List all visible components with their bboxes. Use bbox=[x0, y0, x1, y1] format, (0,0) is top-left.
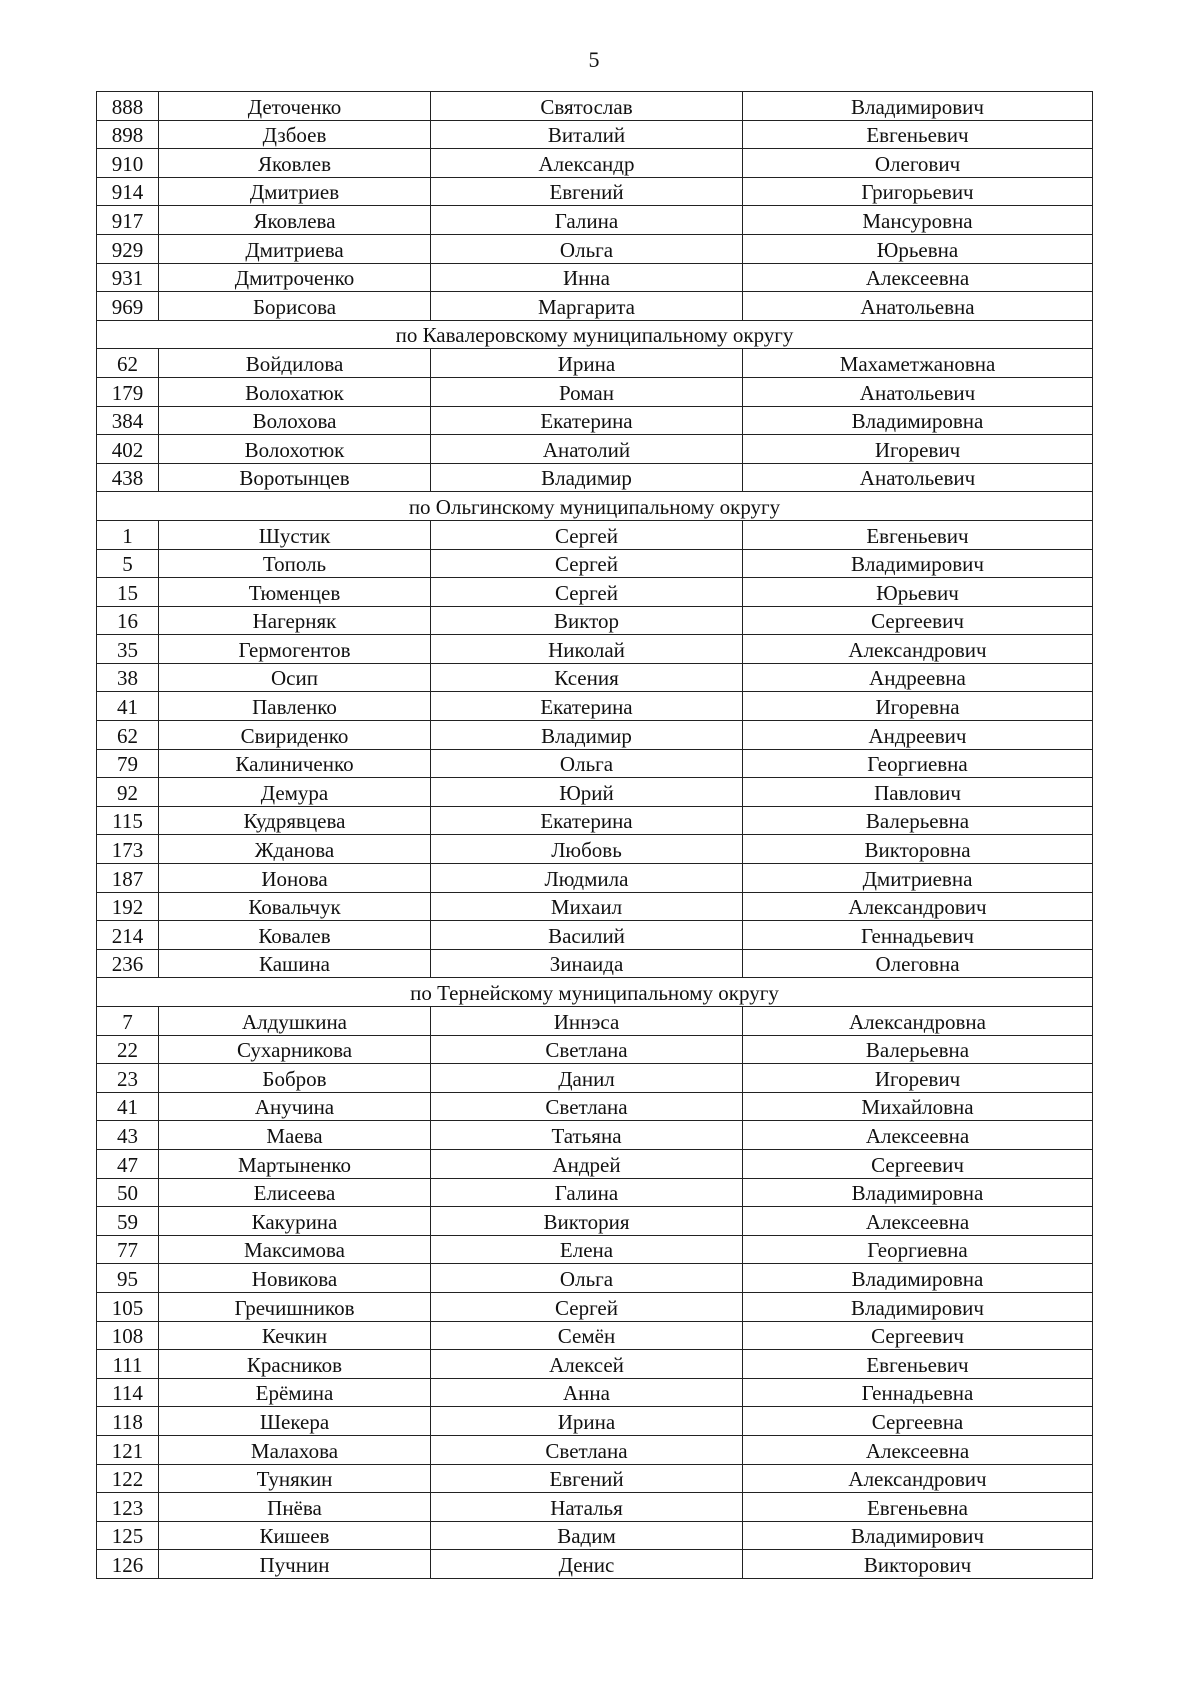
patronymic-cell: Владимировна bbox=[743, 406, 1093, 435]
row-number-cell: 79 bbox=[97, 749, 159, 778]
row-number-cell: 917 bbox=[97, 206, 159, 235]
patronymic-cell: Сергеевна bbox=[743, 1407, 1093, 1436]
surname-cell: Волохотюк bbox=[159, 435, 431, 464]
patronymic-cell: Александрович bbox=[743, 1464, 1093, 1493]
page-number: 5 bbox=[588, 47, 600, 72]
row-number-cell: 123 bbox=[97, 1493, 159, 1522]
table-row bbox=[97, 1092, 1093, 1121]
given-name-cell: Анна bbox=[431, 1378, 743, 1407]
patronymic-cell: Александрович bbox=[743, 635, 1093, 664]
table-row bbox=[97, 949, 1093, 978]
table-row bbox=[97, 606, 1093, 635]
surname-cell: Кашина bbox=[159, 949, 431, 978]
table-row bbox=[97, 1264, 1093, 1293]
patronymic-cell: Игоревна bbox=[743, 692, 1093, 721]
table-row bbox=[97, 1207, 1093, 1236]
patronymic-cell: Валерьевна bbox=[743, 1035, 1093, 1064]
surname-cell: Гречишников bbox=[159, 1292, 431, 1321]
roster-table-body bbox=[97, 92, 1093, 1579]
patronymic-cell: Махаметжановна bbox=[743, 349, 1093, 378]
surname-cell: Елисеева bbox=[159, 1178, 431, 1207]
row-number-cell: 173 bbox=[97, 835, 159, 864]
surname-cell: Тополь bbox=[159, 549, 431, 578]
row-number-cell: 931 bbox=[97, 263, 159, 292]
surname-cell: Пнёва bbox=[159, 1493, 431, 1522]
row-number-cell: 914 bbox=[97, 177, 159, 206]
row-number-cell: 125 bbox=[97, 1521, 159, 1550]
row-number-cell: 179 bbox=[97, 377, 159, 406]
table-row bbox=[97, 1035, 1093, 1064]
patronymic-cell: Игоревич bbox=[743, 435, 1093, 464]
patronymic-cell: Григорьевич bbox=[743, 177, 1093, 206]
row-number-cell: 50 bbox=[97, 1178, 159, 1207]
table-row bbox=[97, 1550, 1093, 1579]
given-name-cell: Иннэса bbox=[431, 1007, 743, 1036]
table-row bbox=[97, 549, 1093, 578]
given-name-cell: Алексей bbox=[431, 1350, 743, 1379]
given-name-cell: Святослав bbox=[431, 92, 743, 121]
section-heading-row bbox=[97, 320, 1093, 349]
row-number-cell: 438 bbox=[97, 463, 159, 492]
given-name-cell: Светлана bbox=[431, 1035, 743, 1064]
patronymic-cell: Викторовна bbox=[743, 835, 1093, 864]
row-number-cell: 214 bbox=[97, 921, 159, 950]
patronymic-cell: Алексеевна bbox=[743, 263, 1093, 292]
given-name-cell: Екатерина bbox=[431, 406, 743, 435]
table-row bbox=[97, 92, 1093, 121]
table-row bbox=[97, 663, 1093, 692]
table-row bbox=[97, 1521, 1093, 1550]
patronymic-cell: Юрьевич bbox=[743, 578, 1093, 607]
row-number-cell: 187 bbox=[97, 864, 159, 893]
patronymic-cell: Евгеньевич bbox=[743, 520, 1093, 549]
table-row bbox=[97, 692, 1093, 721]
patronymic-cell: Владимирович bbox=[743, 1521, 1093, 1550]
given-name-cell: Евгений bbox=[431, 1464, 743, 1493]
given-name-cell: Ольга bbox=[431, 234, 743, 263]
row-number-cell: 121 bbox=[97, 1435, 159, 1464]
given-name-cell: Светлана bbox=[431, 1435, 743, 1464]
given-name-cell: Сергей bbox=[431, 1292, 743, 1321]
section-heading-row bbox=[97, 978, 1093, 1007]
patronymic-cell: Алексеевна bbox=[743, 1435, 1093, 1464]
section-heading: по Кавалеровскому муниципальному округу bbox=[97, 320, 1093, 349]
surname-cell: Волохова bbox=[159, 406, 431, 435]
row-number-cell: 929 bbox=[97, 234, 159, 263]
table-row bbox=[97, 463, 1093, 492]
row-number-cell: 35 bbox=[97, 635, 159, 664]
patronymic-cell: Михайловна bbox=[743, 1092, 1093, 1121]
roster-table bbox=[96, 91, 1093, 1579]
patronymic-cell: Анатольевич bbox=[743, 377, 1093, 406]
patronymic-cell: Мансуровна bbox=[743, 206, 1093, 235]
table-row bbox=[97, 1321, 1093, 1350]
surname-cell: Красников bbox=[159, 1350, 431, 1379]
given-name-cell: Роман bbox=[431, 377, 743, 406]
surname-cell: Дмитроченко bbox=[159, 263, 431, 292]
row-number-cell: 105 bbox=[97, 1292, 159, 1321]
patronymic-cell: Сергеевич bbox=[743, 1149, 1093, 1178]
surname-cell: Ковалев bbox=[159, 921, 431, 950]
patronymic-cell: Анатольевна bbox=[743, 292, 1093, 321]
surname-cell: Мартыненко bbox=[159, 1149, 431, 1178]
row-number-cell: 1 bbox=[97, 520, 159, 549]
row-number-cell: 888 bbox=[97, 92, 159, 121]
surname-cell: Кечкин bbox=[159, 1321, 431, 1350]
table-row bbox=[97, 1435, 1093, 1464]
given-name-cell: Владимир bbox=[431, 463, 743, 492]
table-row bbox=[97, 349, 1093, 378]
given-name-cell: Зинаида bbox=[431, 949, 743, 978]
surname-cell: Войдилова bbox=[159, 349, 431, 378]
patronymic-cell: Евгеньевна bbox=[743, 1493, 1093, 1522]
given-name-cell: Галина bbox=[431, 1178, 743, 1207]
given-name-cell: Ирина bbox=[431, 349, 743, 378]
given-name-cell: Василий bbox=[431, 921, 743, 950]
surname-cell: Кишеев bbox=[159, 1521, 431, 1550]
patronymic-cell: Александровна bbox=[743, 1007, 1093, 1036]
table-row bbox=[97, 1292, 1093, 1321]
patronymic-cell: Алексеевна bbox=[743, 1207, 1093, 1236]
table-row bbox=[97, 120, 1093, 149]
surname-cell: Демура bbox=[159, 778, 431, 807]
given-name-cell: Сергей bbox=[431, 578, 743, 607]
table-row bbox=[97, 921, 1093, 950]
table-row bbox=[97, 1007, 1093, 1036]
given-name-cell: Любовь bbox=[431, 835, 743, 864]
table-row bbox=[97, 806, 1093, 835]
patronymic-cell: Андреевич bbox=[743, 721, 1093, 750]
row-number-cell: 15 bbox=[97, 578, 159, 607]
surname-cell: Яковлева bbox=[159, 206, 431, 235]
patronymic-cell: Владимирович bbox=[743, 549, 1093, 578]
given-name-cell: Михаил bbox=[431, 892, 743, 921]
given-name-cell: Семён bbox=[431, 1321, 743, 1350]
surname-cell: Тюменцев bbox=[159, 578, 431, 607]
given-name-cell: Виктор bbox=[431, 606, 743, 635]
row-number-cell: 384 bbox=[97, 406, 159, 435]
surname-cell: Максимова bbox=[159, 1235, 431, 1264]
surname-cell: Деточенко bbox=[159, 92, 431, 121]
patronymic-cell: Геннадьевич bbox=[743, 921, 1093, 950]
given-name-cell: Александр bbox=[431, 149, 743, 178]
table-row bbox=[97, 435, 1093, 464]
given-name-cell: Виктория bbox=[431, 1207, 743, 1236]
given-name-cell: Вадим bbox=[431, 1521, 743, 1550]
table-row bbox=[97, 835, 1093, 864]
surname-cell: Бобров bbox=[159, 1064, 431, 1093]
given-name-cell: Виталий bbox=[431, 120, 743, 149]
patronymic-cell: Владимирович bbox=[743, 1292, 1093, 1321]
patronymic-cell: Олеговна bbox=[743, 949, 1093, 978]
table-row bbox=[97, 578, 1093, 607]
given-name-cell: Денис bbox=[431, 1550, 743, 1579]
patronymic-cell: Евгеньевич bbox=[743, 1350, 1093, 1379]
given-name-cell: Татьяна bbox=[431, 1121, 743, 1150]
row-number-cell: 23 bbox=[97, 1064, 159, 1093]
table-row bbox=[97, 892, 1093, 921]
surname-cell: Жданова bbox=[159, 835, 431, 864]
surname-cell: Маева bbox=[159, 1121, 431, 1150]
patronymic-cell: Сергеевич bbox=[743, 606, 1093, 635]
row-number-cell: 41 bbox=[97, 1092, 159, 1121]
row-number-cell: 910 bbox=[97, 149, 159, 178]
surname-cell: Ерёмина bbox=[159, 1378, 431, 1407]
patronymic-cell: Олегович bbox=[743, 149, 1093, 178]
given-name-cell: Юрий bbox=[431, 778, 743, 807]
patronymic-cell: Георгиевна bbox=[743, 1235, 1093, 1264]
given-name-cell: Светлана bbox=[431, 1092, 743, 1121]
given-name-cell: Екатерина bbox=[431, 692, 743, 721]
surname-cell: Ионова bbox=[159, 864, 431, 893]
surname-cell: Дмитриев bbox=[159, 177, 431, 206]
table-row bbox=[97, 1464, 1093, 1493]
row-number-cell: 59 bbox=[97, 1207, 159, 1236]
surname-cell: Дзбоев bbox=[159, 120, 431, 149]
row-number-cell: 898 bbox=[97, 120, 159, 149]
given-name-cell: Инна bbox=[431, 263, 743, 292]
given-name-cell: Данил bbox=[431, 1064, 743, 1093]
table-row bbox=[97, 1178, 1093, 1207]
surname-cell: Алдушкина bbox=[159, 1007, 431, 1036]
given-name-cell: Сергей bbox=[431, 549, 743, 578]
table-row bbox=[97, 1407, 1093, 1436]
row-number-cell: 22 bbox=[97, 1035, 159, 1064]
surname-cell: Борисова bbox=[159, 292, 431, 321]
surname-cell: Шустик bbox=[159, 520, 431, 549]
patronymic-cell: Александрович bbox=[743, 892, 1093, 921]
surname-cell: Волохатюк bbox=[159, 377, 431, 406]
row-number-cell: 5 bbox=[97, 549, 159, 578]
table-row bbox=[97, 864, 1093, 893]
row-number-cell: 62 bbox=[97, 721, 159, 750]
given-name-cell: Ирина bbox=[431, 1407, 743, 1436]
row-number-cell: 402 bbox=[97, 435, 159, 464]
row-number-cell: 192 bbox=[97, 892, 159, 921]
patronymic-cell: Владимировна bbox=[743, 1264, 1093, 1293]
row-number-cell: 95 bbox=[97, 1264, 159, 1293]
table-row bbox=[97, 1350, 1093, 1379]
surname-cell: Воротынцев bbox=[159, 463, 431, 492]
row-number-cell: 47 bbox=[97, 1149, 159, 1178]
surname-cell: Сухарникова bbox=[159, 1035, 431, 1064]
row-number-cell: 969 bbox=[97, 292, 159, 321]
given-name-cell: Сергей bbox=[431, 520, 743, 549]
given-name-cell: Елена bbox=[431, 1235, 743, 1264]
given-name-cell: Евгений bbox=[431, 177, 743, 206]
patronymic-cell: Геннадьевна bbox=[743, 1378, 1093, 1407]
row-number-cell: 111 bbox=[97, 1350, 159, 1379]
given-name-cell: Николай bbox=[431, 635, 743, 664]
table-row bbox=[97, 1378, 1093, 1407]
given-name-cell: Екатерина bbox=[431, 806, 743, 835]
row-number-cell: 92 bbox=[97, 778, 159, 807]
row-number-cell: 126 bbox=[97, 1550, 159, 1579]
table-row bbox=[97, 263, 1093, 292]
given-name-cell: Ольга bbox=[431, 749, 743, 778]
table-row bbox=[97, 206, 1093, 235]
given-name-cell: Галина bbox=[431, 206, 743, 235]
surname-cell: Павленко bbox=[159, 692, 431, 721]
patronymic-cell: Владимирович bbox=[743, 92, 1093, 121]
table-row bbox=[97, 1149, 1093, 1178]
row-number-cell: 114 bbox=[97, 1378, 159, 1407]
patronymic-cell: Анатольевич bbox=[743, 463, 1093, 492]
row-number-cell: 118 bbox=[97, 1407, 159, 1436]
section-heading: по Ольгинскому муниципальному округу bbox=[97, 492, 1093, 521]
row-number-cell: 7 bbox=[97, 1007, 159, 1036]
surname-cell: Осип bbox=[159, 663, 431, 692]
surname-cell: Шекера bbox=[159, 1407, 431, 1436]
patronymic-cell: Валерьевна bbox=[743, 806, 1093, 835]
patronymic-cell: Викторович bbox=[743, 1550, 1093, 1579]
table-row bbox=[97, 149, 1093, 178]
table-row bbox=[97, 520, 1093, 549]
surname-cell: Нагерняк bbox=[159, 606, 431, 635]
patronymic-cell: Павлович bbox=[743, 778, 1093, 807]
table-row bbox=[97, 177, 1093, 206]
table-row bbox=[97, 377, 1093, 406]
row-number-cell: 16 bbox=[97, 606, 159, 635]
given-name-cell: Ольга bbox=[431, 1264, 743, 1293]
patronymic-cell: Евгеньевич bbox=[743, 120, 1093, 149]
table-row bbox=[97, 635, 1093, 664]
surname-cell: Калиниченко bbox=[159, 749, 431, 778]
given-name-cell: Андрей bbox=[431, 1149, 743, 1178]
surname-cell: Какурина bbox=[159, 1207, 431, 1236]
row-number-cell: 38 bbox=[97, 663, 159, 692]
given-name-cell: Ксения bbox=[431, 663, 743, 692]
table-row bbox=[97, 234, 1093, 263]
given-name-cell: Наталья bbox=[431, 1493, 743, 1522]
table-row bbox=[97, 1235, 1093, 1264]
surname-cell: Свириденко bbox=[159, 721, 431, 750]
row-number-cell: 62 bbox=[97, 349, 159, 378]
row-number-cell: 77 bbox=[97, 1235, 159, 1264]
surname-cell: Яковлев bbox=[159, 149, 431, 178]
patronymic-cell: Георгиевна bbox=[743, 749, 1093, 778]
surname-cell: Дмитриева bbox=[159, 234, 431, 263]
surname-cell: Пучнин bbox=[159, 1550, 431, 1579]
surname-cell: Анучина bbox=[159, 1092, 431, 1121]
row-number-cell: 41 bbox=[97, 692, 159, 721]
surname-cell: Тунякин bbox=[159, 1464, 431, 1493]
surname-cell: Кудрявцева bbox=[159, 806, 431, 835]
section-heading: по Тернейскому муниципальному округу bbox=[97, 978, 1093, 1007]
patronymic-cell: Сергеевич bbox=[743, 1321, 1093, 1350]
row-number-cell: 122 bbox=[97, 1464, 159, 1493]
given-name-cell: Анатолий bbox=[431, 435, 743, 464]
row-number-cell: 115 bbox=[97, 806, 159, 835]
surname-cell: Ковальчук bbox=[159, 892, 431, 921]
patronymic-cell: Юрьевна bbox=[743, 234, 1093, 263]
patronymic-cell: Дмитриевна bbox=[743, 864, 1093, 893]
surname-cell: Гермогентов bbox=[159, 635, 431, 664]
given-name-cell: Владимир bbox=[431, 721, 743, 750]
table-row bbox=[97, 749, 1093, 778]
section-heading-row bbox=[97, 492, 1093, 521]
table-row bbox=[97, 406, 1093, 435]
row-number-cell: 43 bbox=[97, 1121, 159, 1150]
given-name-cell: Маргарита bbox=[431, 292, 743, 321]
patronymic-cell: Алексеевна bbox=[743, 1121, 1093, 1150]
given-name-cell: Людмила bbox=[431, 864, 743, 893]
table-row bbox=[97, 292, 1093, 321]
table-row bbox=[97, 1121, 1093, 1150]
patronymic-cell: Владимировна bbox=[743, 1178, 1093, 1207]
table-row bbox=[97, 1493, 1093, 1522]
table-row bbox=[97, 778, 1093, 807]
table-row bbox=[97, 1064, 1093, 1093]
table-row bbox=[97, 721, 1093, 750]
surname-cell: Новикова bbox=[159, 1264, 431, 1293]
patronymic-cell: Игоревич bbox=[743, 1064, 1093, 1093]
row-number-cell: 108 bbox=[97, 1321, 159, 1350]
surname-cell: Малахова bbox=[159, 1435, 431, 1464]
row-number-cell: 236 bbox=[97, 949, 159, 978]
patronymic-cell: Андреевна bbox=[743, 663, 1093, 692]
